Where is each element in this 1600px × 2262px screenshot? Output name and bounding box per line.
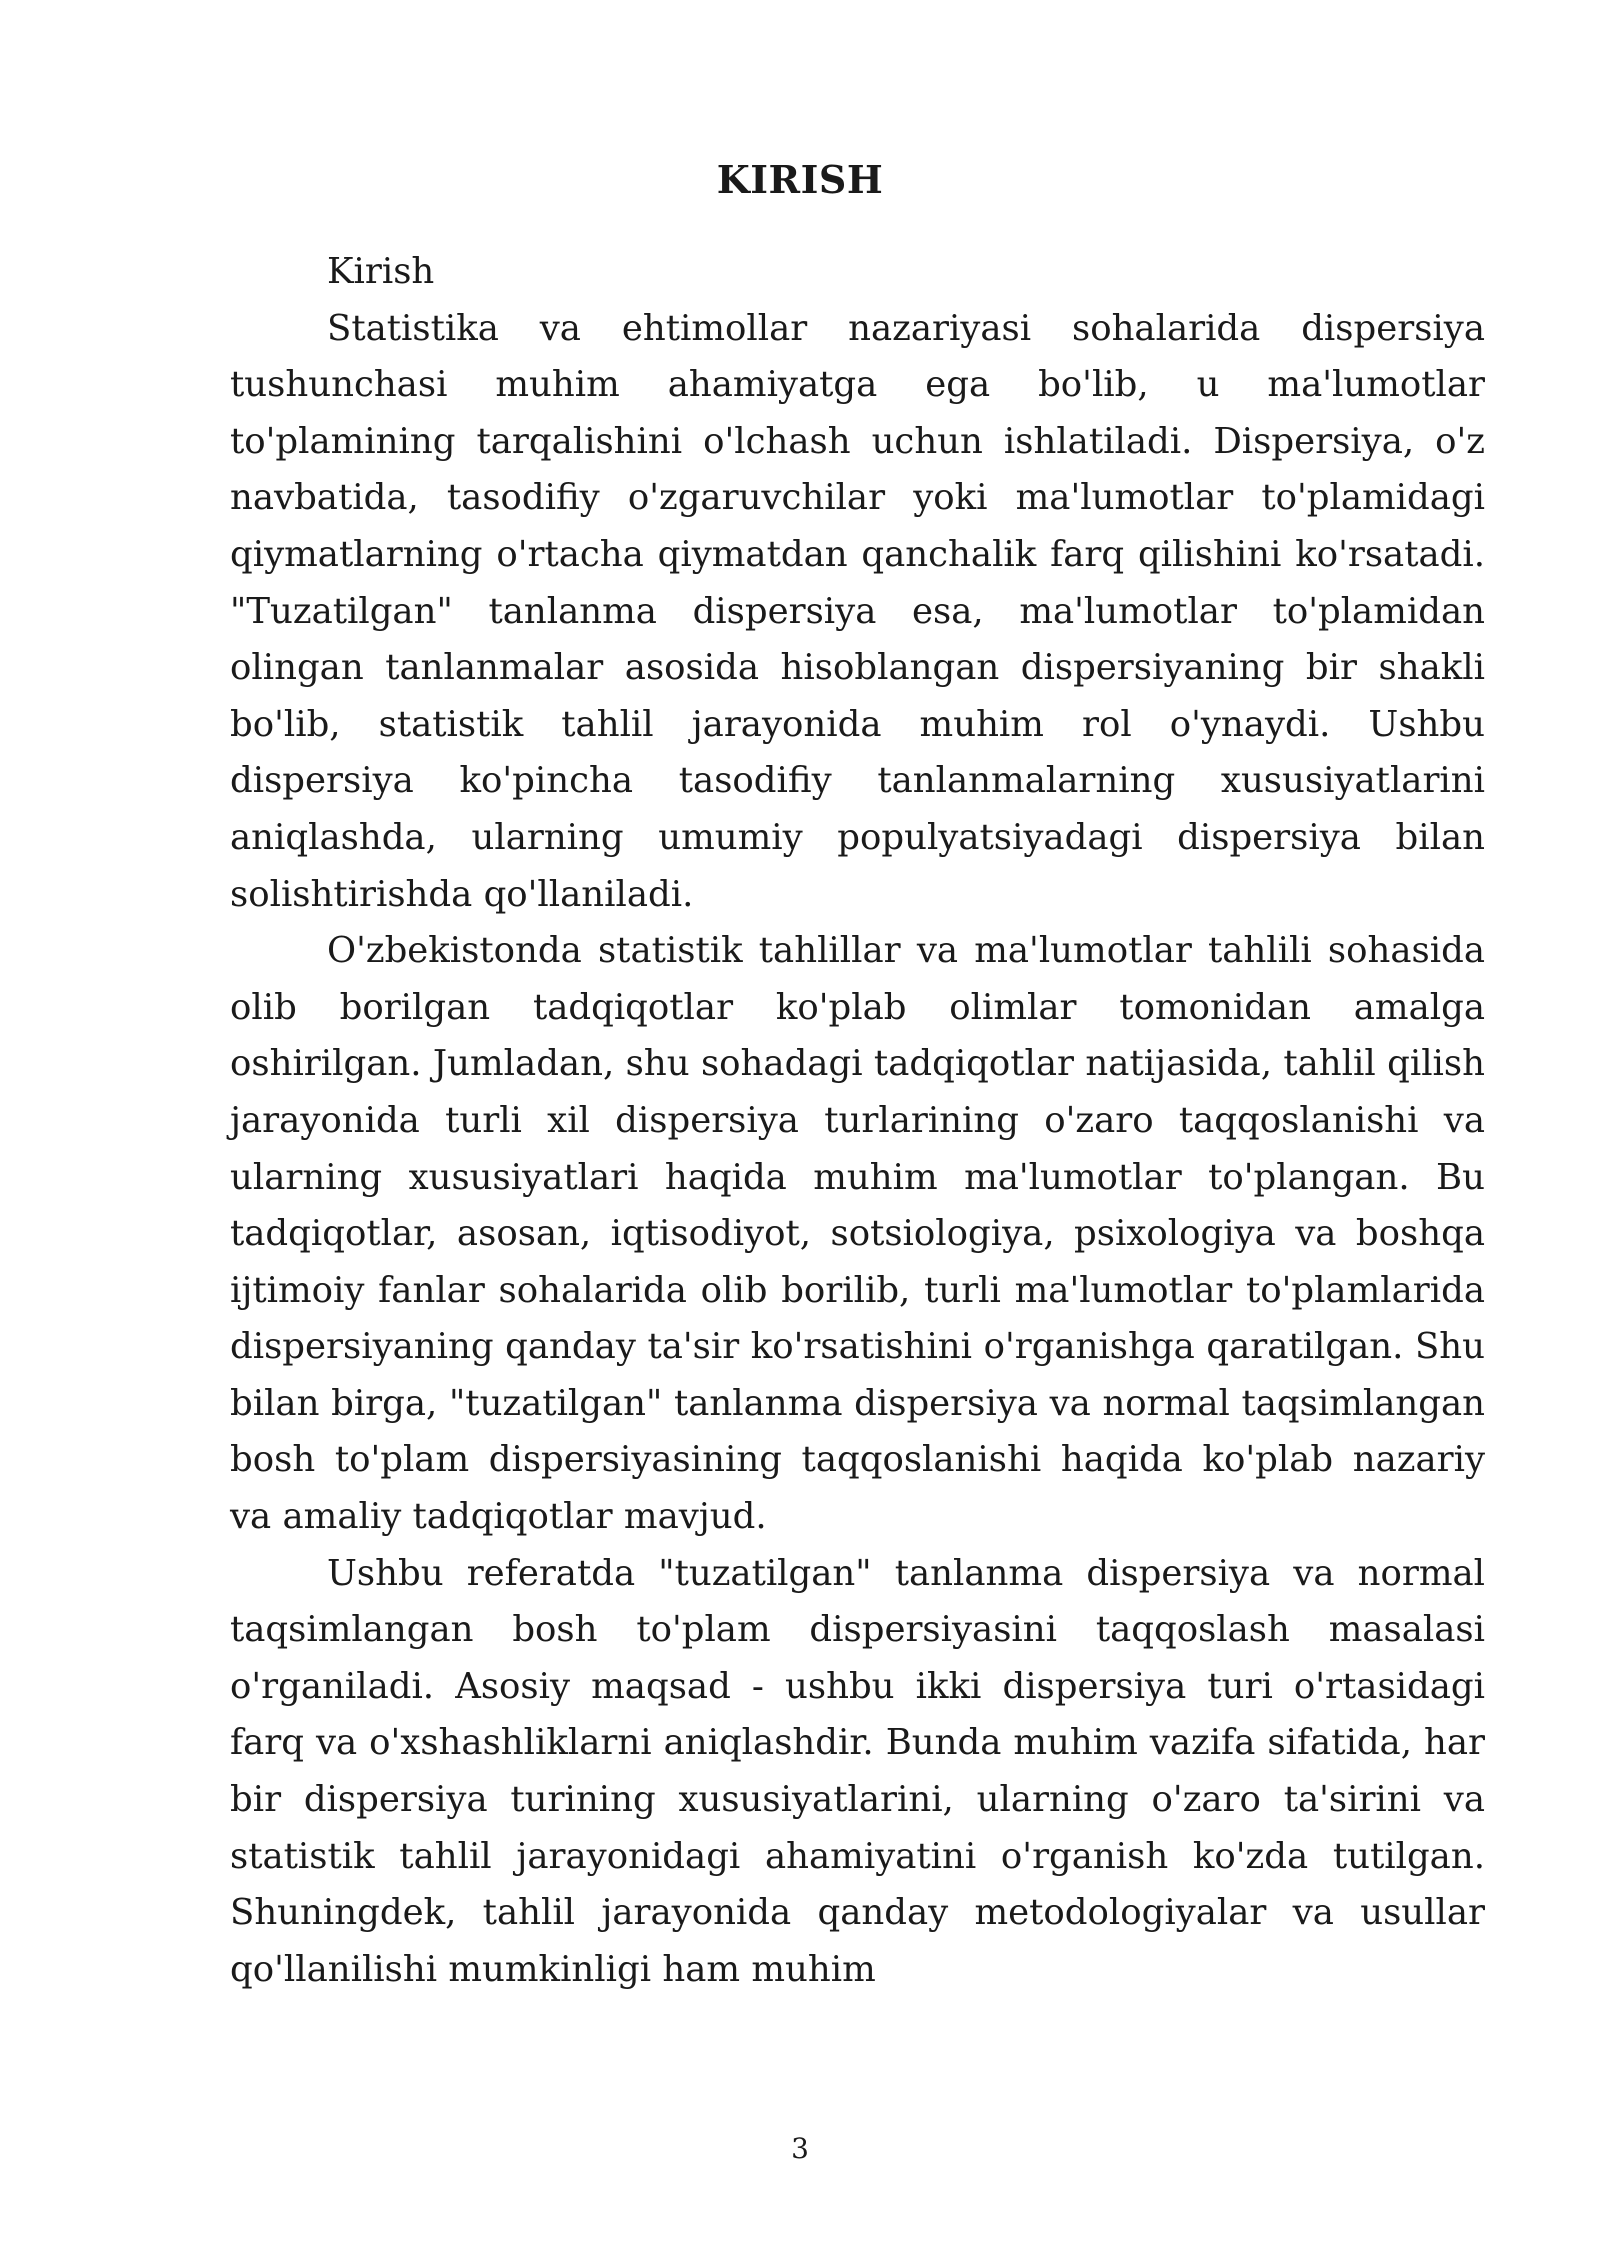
paragraph: Ushbu referatda "tuzatilgan" tanlanma dispersiya va normal taqsimlangan bosh to'plam dispersiyasini taqqoslash masalasi o'rganiladi. Asosiy maqsad - ushbu ikki dispersiya turi o'rtasidagi farq va o'xshashliklarni aniqlashdir. Bunda muhim vazifa sifatida, har bir dispersiya turining xususiyatlarini, ularning o'zaro ta'sirini va statistik tahlil jarayonidagi ahamiyatini o'rganish ko'zda tutilgan. Shuningdek, tahlil jarayonida qanday metodologiyalar va usullar qo'llanilishi mumkinligi ham muhim: [230, 1552, 1485, 1990]
page-title: KIRISH: [716, 157, 884, 202]
paragraph: O'zbekistonda statistik tahlillar va ma'lumotlar tahlili sohasida olib borilgan tadqiqotlar ko'plab olimlar tomonidan amalga oshirilgan. Jumladan, shu sohadagi tadqiqotlar natijasida, tahlil qilish jarayonida turli xil dispersiya turlarining o'zaro taqqoslanishi va ularning xususiyatlari haqida muhim ma'lumotlar to'plangan. Bu tadqiqotlar, asosan, iqtisodiyot, sotsiologiya, psixologiya va boshqa ijtimoiy fanlar sohalarida olib borilib, turli ma'lumotlar to'plamlarida dispersiyaning qanday ta'sir ko'rsatishini o'rganishga qaratilgan. Shu bilan birga, "tuzatilgan" tanlanma dispersiya va normal taqsimlangan bosh to'plam dispersiyasining taqqoslanishi haqida ko'plab nazariy va amaliy tadqiqotlar mavjud.: [230, 930, 1485, 1538]
paragraph: Statistika va ehtimollar nazariyasi sohalarida dispersiya tushunchasi muhim ahamiyatga ega bo'lib, u ma'lumotlar to'plamining tarqalishini o'lchash uchun ishlatiladi. Dispersiya, o'z navbatida, tasodifiy o'zgaruvchilar yoki ma'lumotlar to'plamidagi qiymatlarning o'rtacha qiymatdan qanchalik farq qilishini ko'rsatadi. "Tuzatilgan" tanlanma dispersiya esa, ma'lumotlar to'plamidan olingan tanlanmalar asosida hisoblangan dispersiyaning bir shakli bo'lib, statistik tahlil jarayonida muhim rol o'ynaydi. Ushbu dispersiya ko'pincha tasodifiy tanlanmalarning xususiyatlarini aniqlashda, ularning umumiy populyatsiyadagi dispersiya bilan solishtirishda qo'llaniladi.: [230, 307, 1485, 915]
page-number: 3: [791, 2132, 809, 2165]
paragraph-subheading: Kirish: [327, 251, 435, 292]
body-text: [230, 244, 1485, 1998]
